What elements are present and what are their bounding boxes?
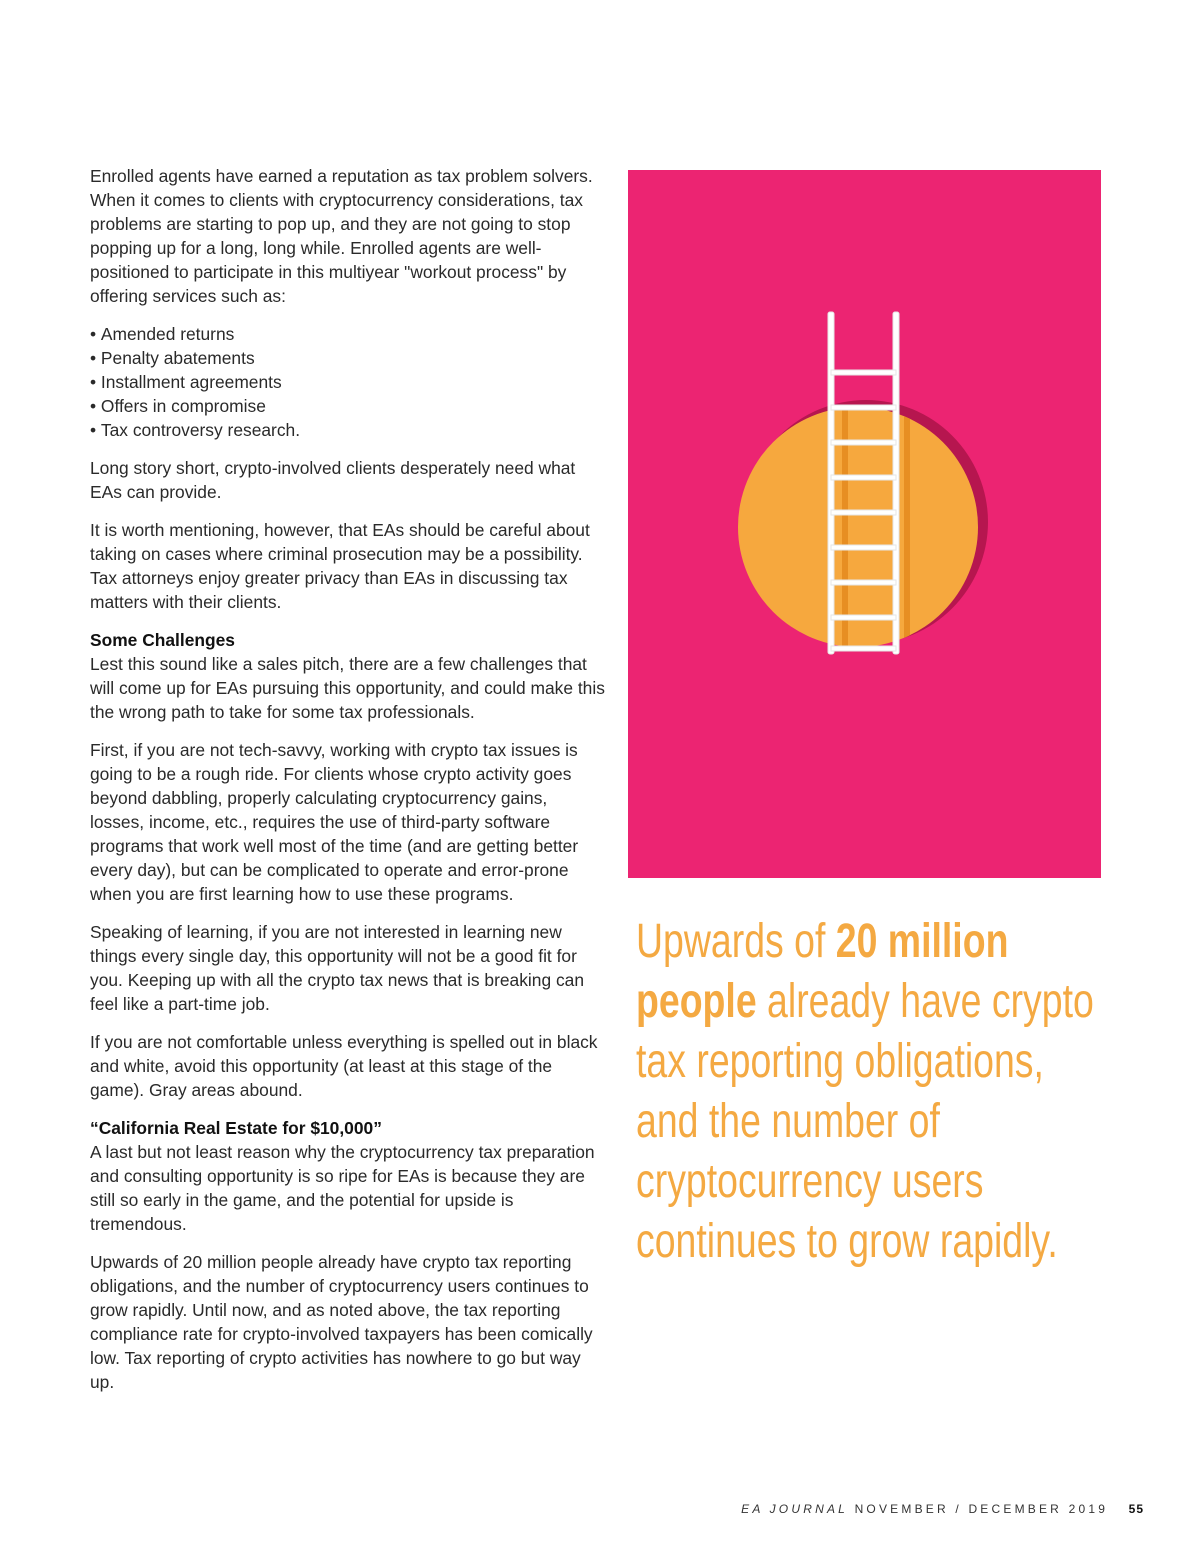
paragraph: If you are not comfortable unless everything is spelled out in black and white, avoid this opportunity (at least at this stage of the game). Gray areas abound. <box>90 1032 598 1100</box>
page-footer <box>741 1502 1144 1516</box>
list-item: • Tax controversy research. <box>90 418 605 442</box>
ladder-rail-left <box>828 312 834 654</box>
section-heading-challenges: Some Challenges <box>90 630 235 650</box>
paragraph: First, if you are not tech-savvy, working with crypto tax issues is going to be a rough ride. For clients whose crypto activity goes beyond dabbling, properly calculating cryptocurrency gains, losses, income, etc., requires the use of third-party software programs that work well most of the time (and are getting better every day), but can be complicated to operate and error-prone when you are first learning how to use these programs. <box>90 740 579 904</box>
page-number: 55 <box>1128 1502 1144 1516</box>
list-item: • Installment agreements <box>90 370 605 394</box>
ladder-rail-right <box>893 312 899 654</box>
ladder-circle-art <box>628 170 1101 878</box>
paragraph: Lest this sound like a sales pitch, there are a few challenges that will come up for EAs pursuing this opportunity, and could make this the wrong path to take for some tax professionals. <box>90 654 605 722</box>
issue-date: NOVEMBER / DECEMBER 2019 <box>854 1502 1109 1516</box>
paragraph: Long story short, crypto-involved clients desperately need what EAs can provide. <box>90 458 576 502</box>
services-list <box>90 322 605 442</box>
paragraph: It is worth mentioning, however, that EAs should be careful about taking on cases where criminal prosecution may be a possibility. Tax attorneys enjoy greater privacy than EAs in discussing tax matters with their clients. <box>90 520 590 612</box>
journal-name: EA JOURNAL <box>741 1502 849 1516</box>
pull-quote-post: already have crypto tax reporting obligations, and the number of cryptocurrency users continues to grow rapidly. <box>636 975 1094 1268</box>
paragraph: Speaking of learning, if you are not interested in learning new things every single day, this opportunity will not be a good fit for you. Keeping up with all the crypto tax news that is breaking can feel like a part-time job. <box>90 922 584 1014</box>
list-item: • Penalty abatements <box>90 346 605 370</box>
list-item: • Amended returns <box>90 322 605 346</box>
list-item: • Offers in compromise <box>90 394 605 418</box>
paragraph: Upwards of 20 million people already have crypto tax reporting obligations, and the number of cryptocurrency users continues to grow rapidly. Until now, and as noted above, the tax reporting compliance rate for crypto-involved taxpayers has been comically low. Tax reporting of crypto activities has nowhere to go but way up. <box>90 1252 593 1392</box>
section-heading-california: “California Real Estate for $10,000” <box>90 1118 382 1138</box>
pull-quote-bold: 20 million people <box>636 915 1009 1028</box>
pull-quote-pre: Upwards of <box>636 915 836 968</box>
pull-quote <box>636 912 1104 1272</box>
article-body <box>90 164 605 1408</box>
intro-paragraph: Enrolled agents have earned a reputation as tax problem solvers. When it comes to clients with cryptocurrency considerations, tax problems are starting to pop up, and they are not going to stop popping up for a long, long while. Enrolled agents are well-positioned to participate in this multiyear "workout process" by offering services such as: <box>90 166 593 306</box>
paragraph: A last but not least reason why the cryptocurrency tax preparation and consulting opportunity is so ripe for EAs is because they are still so early in the game, and the potential for upside is tremendous. <box>90 1142 595 1234</box>
ladder-illustration <box>628 170 1101 878</box>
